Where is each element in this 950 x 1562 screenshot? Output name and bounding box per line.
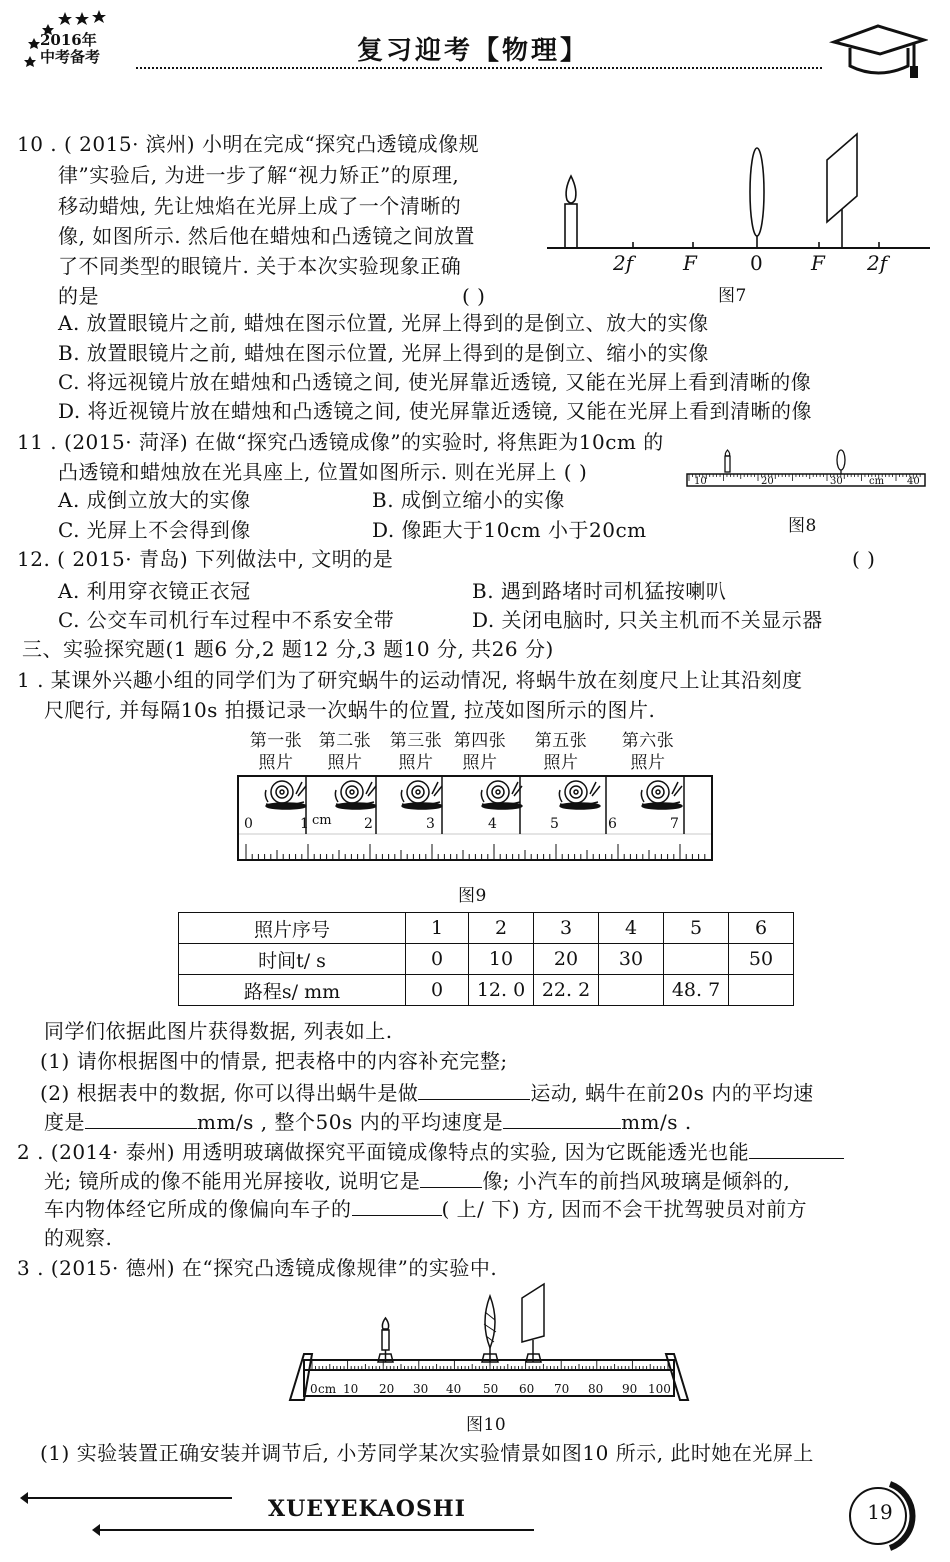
e1-line-1: 1 . 某课外兴趣小组的同学们为了研究蜗牛的运动情况, 将蜗牛放在刻度尺上让其沿刻度 bbox=[17, 668, 803, 692]
q10-line-5: 了不同类型的眼镜片. 关于本次实验现象正确 bbox=[58, 254, 462, 278]
table-cell: 50 bbox=[729, 944, 794, 975]
e1-sub2-line2: 度是 mm/s , 整个50s 内的平均速度是 mm/s . bbox=[44, 1110, 692, 1134]
answer-blank-motion[interactable] bbox=[418, 1081, 530, 1100]
table-cell: 0 bbox=[406, 944, 469, 975]
table-cell: 10 bbox=[469, 944, 534, 975]
section-3-title: 三、实验探究题(1 题6 分,2 题12 分,3 题10 分, 共26 分) bbox=[22, 637, 554, 661]
table-cell: 6 bbox=[729, 913, 794, 944]
e1-sub1: (1) 请你根据图中的情景, 把表格中的内容补充完整; bbox=[40, 1049, 508, 1073]
ruler-num-4: 4 bbox=[488, 816, 497, 832]
bench-num-0: 0 bbox=[310, 1382, 318, 1396]
q10-option-a: A. 放置眼镜片之前, 蜡烛在图示位置, 光屏上得到的是倒立、放大的实像 bbox=[58, 311, 709, 335]
candle-icon bbox=[725, 450, 730, 472]
e1-after-table: 同学们依据此图片获得数据, 列表如上. bbox=[44, 1019, 393, 1043]
answer-blank-direction[interactable] bbox=[352, 1197, 442, 1216]
table-cell: 5 bbox=[664, 913, 729, 944]
q11-option-b: B. 成倒立缩小的实像 bbox=[372, 488, 565, 512]
table-row bbox=[179, 944, 794, 975]
q11-option-d: D. 像距大于10cm 小于20cm bbox=[372, 518, 647, 542]
answer-blank-reflect[interactable] bbox=[749, 1140, 844, 1159]
table-cell: 12. 0 bbox=[469, 975, 534, 1006]
fig7-caption: 图7 bbox=[718, 286, 747, 306]
table-cell: 0 bbox=[406, 975, 469, 1006]
bench-num-10: 10 bbox=[343, 1382, 359, 1396]
figure-8 bbox=[685, 448, 930, 490]
convex-lens-icon bbox=[750, 148, 764, 248]
snail-data-table bbox=[178, 912, 794, 1006]
bench-num-100: 100 bbox=[648, 1382, 671, 1396]
fig8-caption: 图8 bbox=[788, 516, 817, 536]
bench-num-70: 70 bbox=[554, 1382, 570, 1396]
fig8-unit: cm bbox=[869, 476, 885, 487]
fig7-label-2f-right: 2f bbox=[867, 251, 888, 275]
q12-line: 12. ( 2015· 青岛) 下列做法中, 文明的是 bbox=[17, 547, 394, 571]
q12-option-d: D. 关闭电脑时, 只关主机而不关显示器 bbox=[472, 608, 823, 632]
e2-line-4: 的观察. bbox=[44, 1226, 113, 1250]
table-cell: 30 bbox=[599, 944, 664, 975]
badge-year: 2016年 bbox=[40, 31, 97, 49]
table-cell: 路程s/ mm bbox=[179, 975, 406, 1006]
ruler-num-0: 0 bbox=[244, 816, 253, 832]
table-cell: 照片序号 bbox=[179, 913, 406, 944]
ruler-num-7: 7 bbox=[670, 816, 679, 832]
bench-num-90: 90 bbox=[622, 1382, 638, 1396]
e1-sub2-line1: (2) 根据表中的数据, 你可以得出蜗牛是做 运动, 蜗牛在前20s 内的平均速 bbox=[40, 1081, 814, 1105]
graduation-cap-icon bbox=[828, 18, 928, 82]
bench-num-30: 30 bbox=[413, 1382, 429, 1396]
e2-line-2: 光; 镜所成的像不能用光屏接收, 说明它是 像; 小汽车的前挡风玻璃是倾斜的, bbox=[44, 1169, 791, 1193]
photo-label-5: 第五张 照片 bbox=[534, 731, 588, 773]
footer-brand: XUEYEKAOSHI bbox=[268, 1496, 466, 1522]
e1-line-2: 尺爬行, 并每隔10s 拍摄记录一次蜗牛的位置, 拉茂如图所示的图片. bbox=[44, 698, 656, 722]
q11-line-1: 11 . (2015· 菏泽) 在做“探究凸透镜成像”的实验时, 将焦距为10cm 的 bbox=[17, 430, 664, 454]
figure-7 bbox=[545, 120, 935, 280]
candle-icon bbox=[378, 1318, 393, 1362]
e3-line: 3 . (2015· 德州) 在“探究凸透镜成像规律”的实验中. bbox=[17, 1256, 498, 1280]
table-cell[interactable] bbox=[599, 975, 664, 1006]
q12-option-b: B. 遇到路堵时司机猛按喇叭 bbox=[472, 579, 727, 603]
photo-label-4: 第四张 照片 bbox=[453, 731, 507, 773]
fig7-label-f-right: F bbox=[811, 251, 825, 275]
bench-num-40: 40 bbox=[446, 1382, 462, 1396]
convex-lens-icon bbox=[482, 1296, 498, 1362]
table-cell: 48. 7 bbox=[664, 975, 729, 1006]
light-screen-icon bbox=[827, 134, 857, 248]
photo-label-3: 第三张 照片 bbox=[389, 731, 443, 773]
answer-blank-speed-50s[interactable] bbox=[503, 1110, 621, 1129]
q11-option-c: C. 光屏上不会得到像 bbox=[58, 518, 251, 542]
e3-sub1: (1) 实验装置正确安装并调节后, 小芳同学某次实验情景如图10 所示, 此时她在光屏上 bbox=[40, 1441, 814, 1465]
fig9-caption: 图9 bbox=[458, 886, 487, 906]
ruler-num-1: 1 bbox=[300, 816, 309, 832]
header-badge bbox=[40, 32, 100, 66]
q10-line-2: 律”实验后, 为进一步了解“视力矫正”的原理, bbox=[58, 163, 460, 187]
fig7-label-origin: 0 bbox=[750, 251, 763, 275]
photo-label-2: 第二张 照片 bbox=[318, 731, 372, 773]
bench-num-80: 80 bbox=[588, 1382, 604, 1396]
fig7-label-f-left: F bbox=[683, 251, 697, 275]
q10-option-b: B. 放置眼镜片之前, 蜡烛在图示位置, 光屏上得到的是倒立、缩小的实像 bbox=[58, 341, 709, 365]
fig10-caption: 图10 bbox=[466, 1415, 507, 1435]
ruler-num-6: 6 bbox=[608, 816, 617, 832]
q12-answer-bracket: ( ) bbox=[852, 547, 876, 571]
q10-line-4: 像, 如图所示. 然后他在蜡烛和凸透镜之间放置 bbox=[58, 224, 475, 248]
ruler-num-2: 2 bbox=[364, 816, 373, 832]
ruler-num-5: 5 bbox=[550, 816, 559, 832]
figure-9-ruler bbox=[236, 772, 716, 864]
badge-subtitle: 中考备考 bbox=[40, 48, 101, 66]
q10-line-1: 10 . ( 2015· 滨州) 小明在完成“探究凸透镜成像规 bbox=[17, 132, 480, 156]
light-screen-icon bbox=[522, 1284, 544, 1362]
photo-label-6: 第六张 照片 bbox=[621, 731, 675, 773]
fig8-tick-10: 10 bbox=[694, 476, 707, 487]
ruler-unit: cm bbox=[312, 813, 332, 828]
figure-10-optical-bench bbox=[282, 1282, 700, 1410]
q10-line-6: 的是 bbox=[58, 284, 99, 308]
bench-unit: cm bbox=[318, 1382, 337, 1396]
answer-blank-image-type[interactable] bbox=[420, 1169, 482, 1188]
header-divider bbox=[136, 67, 822, 69]
table-cell: 时间t/ s bbox=[179, 944, 406, 975]
table-row bbox=[179, 975, 794, 1006]
table-cell: 3 bbox=[534, 913, 599, 944]
photo-label-1: 第一张 照片 bbox=[249, 731, 303, 773]
table-cell[interactable] bbox=[729, 975, 794, 1006]
q11-option-a: A. 成倒立放大的实像 bbox=[58, 488, 251, 512]
q12-option-a: A. 利用穿衣镜正衣冠 bbox=[58, 579, 251, 603]
q11-line-2: 凸透镜和蜡烛放在光具座上, 位置如图所示. 则在光屏上 ( ) bbox=[58, 460, 588, 484]
q10-option-d: D. 将近视镜片放在蜡烛和凸透镜之间, 使光屏靠近透镜, 又能在光屏上看到清晰的像 bbox=[58, 399, 812, 423]
page-title: 复习迎考【物理】 bbox=[357, 36, 590, 66]
q12-option-c: C. 公交车司机行车过程中不系安全带 bbox=[58, 608, 395, 632]
table-cell: 22. 2 bbox=[534, 975, 599, 1006]
table-cell: 1 bbox=[406, 913, 469, 944]
answer-blank-speed-20s[interactable] bbox=[85, 1110, 197, 1129]
e2-line-3: 车内物体经它所成的像偏向车子的 ( 上/ 下) 方, 因而不会干扰驾驶员对前方 bbox=[44, 1197, 808, 1221]
e2-line-1: 2 . (2014· 泰州) 用透明玻璃做探究平面镜成像特点的实验, 因为它既能透光也能 bbox=[17, 1139, 844, 1165]
q10-line-3: 移动蜡烛, 先让烛焰在光屏上成了一个清晰的 bbox=[58, 194, 462, 218]
ruler-num-3: 3 bbox=[426, 816, 435, 832]
candle-icon bbox=[565, 176, 577, 248]
bench-num-60: 60 bbox=[519, 1382, 535, 1396]
table-cell: 2 bbox=[469, 913, 534, 944]
page-number: 19 bbox=[867, 1500, 893, 1524]
q10-answer-bracket: ( ) bbox=[462, 284, 486, 308]
q10-option-c: C. 将远视镜片放在蜡烛和凸透镜之间, 使光屏靠近透镜, 又能在光屏上看到清晰的像 bbox=[58, 370, 812, 394]
bench-num-50: 50 bbox=[483, 1382, 499, 1396]
table-row bbox=[179, 913, 794, 944]
bench-num-20: 20 bbox=[379, 1382, 395, 1396]
fig8-tick-20: 20 bbox=[761, 476, 774, 487]
convex-lens-icon bbox=[837, 450, 845, 474]
table-cell: 4 bbox=[599, 913, 664, 944]
table-cell: 20 bbox=[534, 944, 599, 975]
fig7-label-2f-left: 2f bbox=[613, 251, 634, 275]
table-cell[interactable] bbox=[664, 944, 729, 975]
fig8-tick-40: 40 bbox=[907, 476, 920, 487]
fig8-tick-30: 30 bbox=[830, 476, 843, 487]
